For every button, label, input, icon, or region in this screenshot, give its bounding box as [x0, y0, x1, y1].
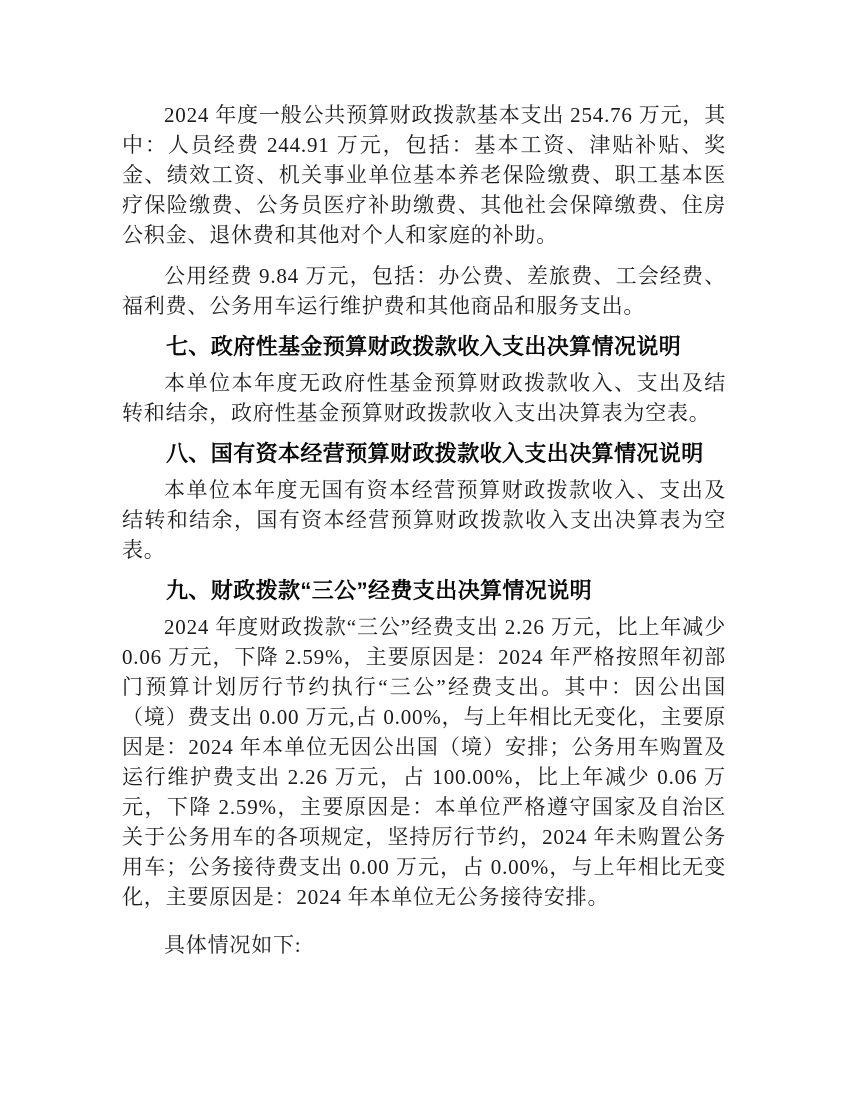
body-paragraph: 2024 年度财政拨款“三公”经费支出 2.26 万元，比上年减少 0.06 万元，下降 2.59%，主要原因是：2024 年严格按照年初部门预算计划厉行节约执行“三公”经费支出。其中：因公出国（境）费支出 0.00 万元,占 0.00%，与上年相比无变化，主要原因是：2024 年本单位无因公出国（境）安排；公务用车购置及运行维护费支出 2.26 万元，占 100.00%，比上年减少 0.06 万元，下降 2.59%，主要原因是：本单位严格遵守国家及自治区关于公务用车的各项规定，坚持厉行节约，2024 年未购置公务用车；公务接待费支出 0.00 万元，占 0.00%，与上年相比无变化，主要原因是：2024 年本单位无公务接待安排。 — [122, 615, 726, 909]
body-paragraph: 具体情况如下: — [164, 933, 302, 957]
section-heading: 七、政府性基金预算财政拨款收入支出决算情况说明 — [166, 334, 682, 359]
document-content — [122, 100, 726, 971]
body-paragraph: 2024 年度一般公共预算财政拨款基本支出 254.76 万元，其中：人员经费 244.91 万元，包括：基本工资、津贴补贴、奖金、绩效工资、机关事业单位基本养老保险缴费、职工基本医疗保险缴费、公务员医疗补助缴费、其他社会保障缴费、住房公积金、退休费和其他对个人和家庭的补助。 — [122, 103, 726, 247]
body-paragraph: 本单位本年度无政府性基金预算财政拨款收入、支出及结转和结余，政府性基金预算财政拨款收入支出决算表为空表。 — [122, 371, 726, 425]
body-paragraph: 公用经费 9.84 万元，包括：办公费、差旅费、工会经费、福利费、公务用车运行维护费和其他商品和服务支出。 — [122, 264, 726, 318]
section-heading: 九、财政拨款“三公”经费支出决算情况说明 — [166, 578, 593, 603]
body-paragraph: 本单位本年度无国有资本经营预算财政拨款收入、支出及结转和结余，国有资本经营预算财政拨款收入支出决算表为空表。 — [122, 478, 726, 562]
section-heading: 八、国有资本经营预算财政拨款收入支出决算情况说明 — [166, 441, 704, 466]
